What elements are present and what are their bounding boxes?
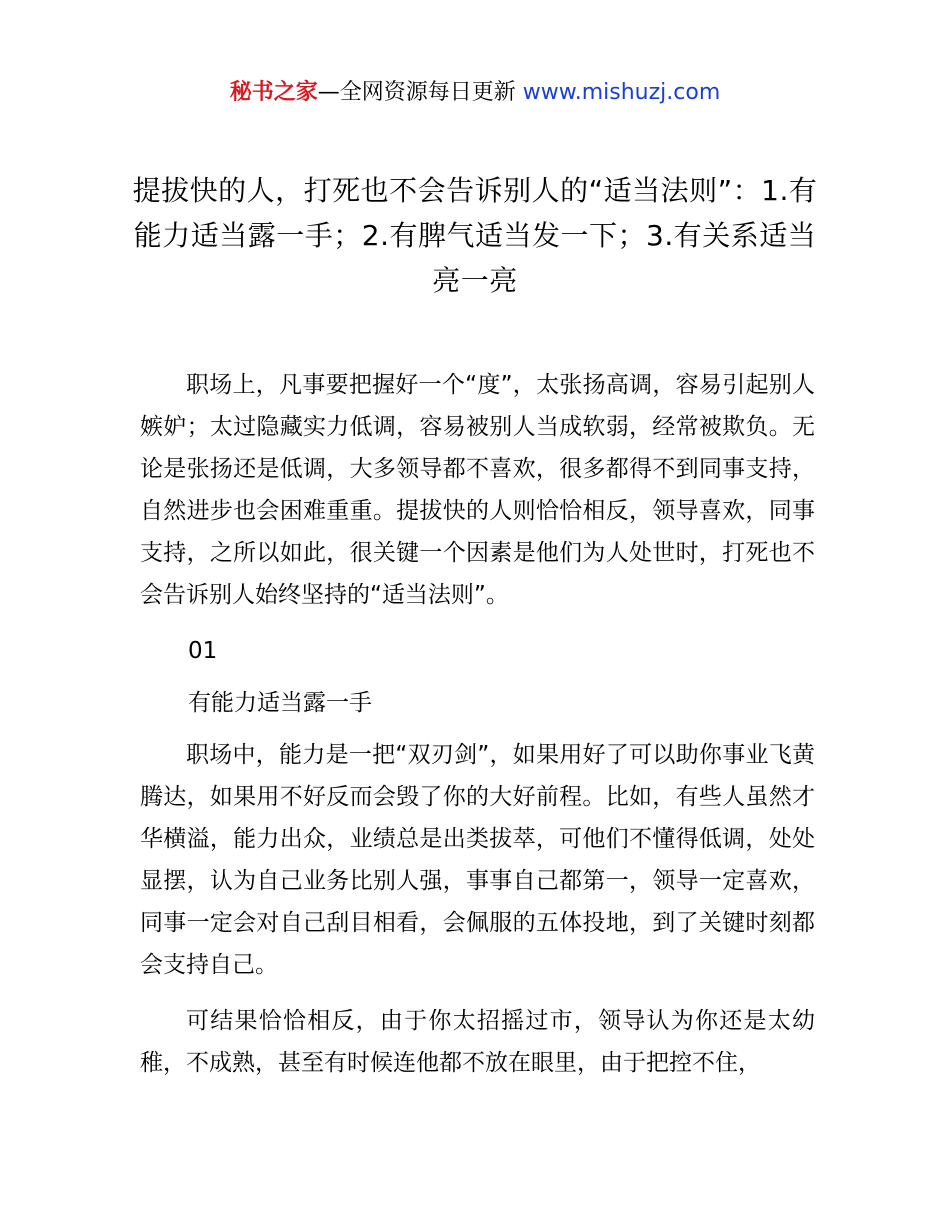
body-paragraph: 可结果恰恰相反，由于你太招摇过市，领导认为你还是太幼稚，不成熟，甚至有时候连他都不放在眼里，由于把控不住， <box>140 1008 815 1076</box>
section-number: 01 <box>188 638 218 664</box>
intro-paragraph: 职场上，凡事要把握好一个“度”，太张扬高调，容易引起别人嫉妒；太过隐藏实力低调，容易被别人当成软弱，经常被欺负。无论是张扬还是低调，大多领导都不喜欢，很多都得不到同事支持，自然进步也会困难重重。提拔快的人则恰恰相反，领导喜欢，同事支持，之所以如此，很关键一个因素是他们为人处世时，打死也不会告诉别人始终坚持的“适当法则”。 <box>140 372 815 608</box>
document-title: 提拔快的人，打死也不会告诉别人的“适当法则”：1.有能力适当露一手；2.有脾气适当发一下；3.有关系适当亮一亮 <box>132 174 818 297</box>
body-paragraph: 职场中，能力是一把“双刃剑”，如果用好了可以助你事业飞黄腾达，如果用不好反而会毁了你的大好前程。比如，有些人虽然才华横溢，能力出众，业绩总是出类拔萃，可他们不懂得低调，处处显摆，认为自己业务比别人强，事事自己都第一，领导一定喜欢，同事一定会对自己刮目相看，会佩服的五体投地，到了关键时刻都会支持自己。 <box>140 742 815 978</box>
site-header <box>0 76 950 110</box>
article-body <box>140 364 815 1098</box>
site-url-link[interactable]: www.mishuzj.com <box>522 80 721 105</box>
section-heading: 有能力适当露一手 <box>188 690 372 716</box>
site-tagline: —全网资源每日更新 <box>317 80 523 105</box>
brand-name: 秘书之家 <box>229 80 318 105</box>
